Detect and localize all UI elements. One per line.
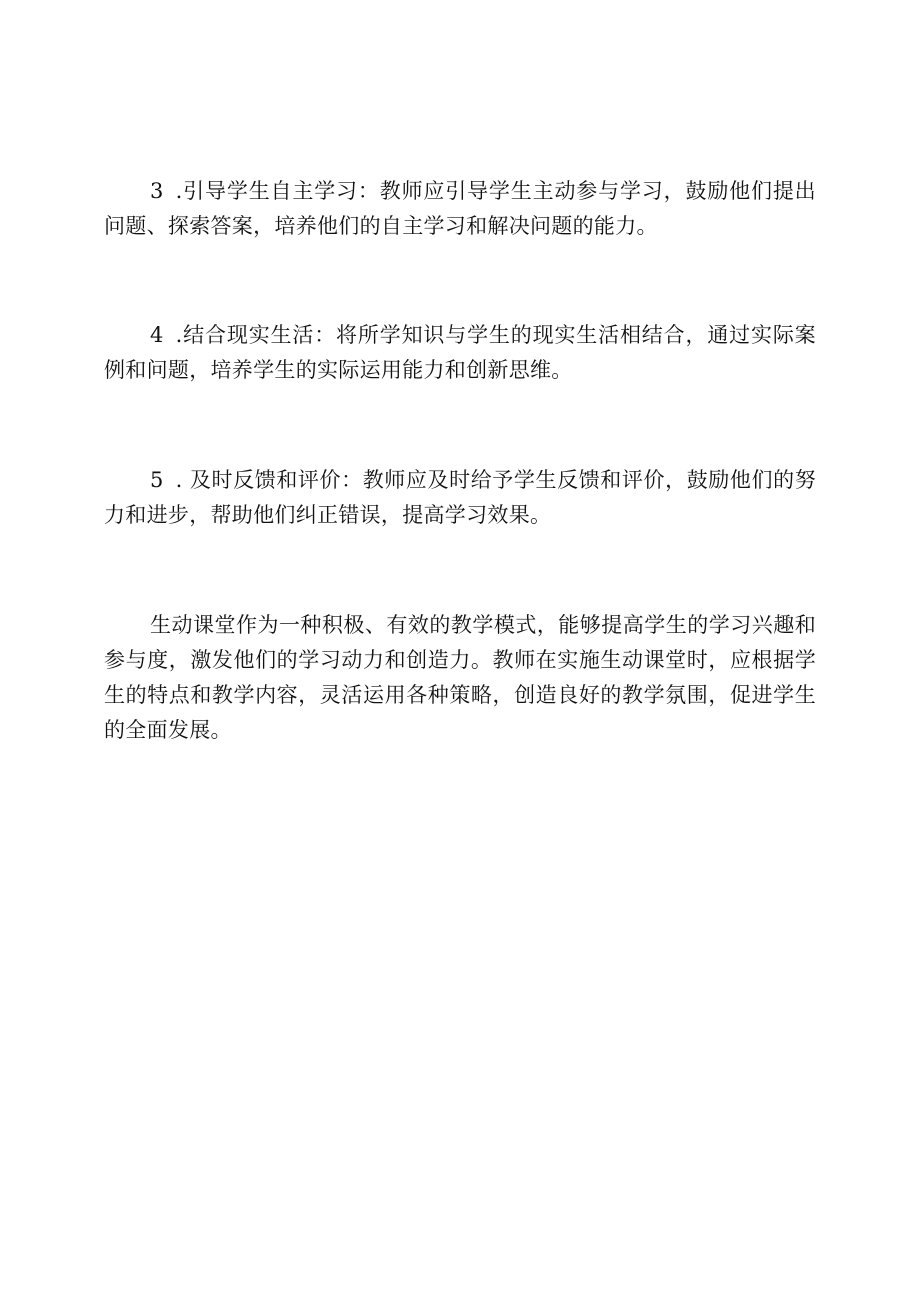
item-number: 3 bbox=[150, 179, 164, 203]
conclusion-paragraph: 生动课堂作为一种积极、有效的教学模式，能够提高学生的学习兴趣和参与度，激发他们的学习动力和创造力。教师在实施生动课堂时，应根据学生的特点和教学内容，灵活运用各种策略，创造良好的教学氛围，促进学生的全面发展。 bbox=[104, 613, 816, 742]
item-number: 4 bbox=[150, 323, 164, 347]
item-text: . 及时反馈和评价：教师应及时给予学生反馈和评价，鼓励他们的努力和进步，帮助他们纠正错误，提高学习效果。 bbox=[104, 468, 816, 527]
item-text: .结合现实生活：将所学知识与学生的现实生活相结合，通过实际案例和问题，培养学生的实际运用能力和创新思维。 bbox=[104, 323, 816, 382]
list-item-5 bbox=[104, 463, 816, 533]
list-item-3 bbox=[104, 174, 816, 244]
item-text: .引导学生自主学习：教师应引导学生主动参与学习，鼓励他们提出问题、探索答案，培养他们的自主学习和解决问题的能力。 bbox=[104, 179, 816, 238]
item-number: 5 bbox=[150, 468, 164, 492]
list-item-4 bbox=[104, 318, 816, 388]
